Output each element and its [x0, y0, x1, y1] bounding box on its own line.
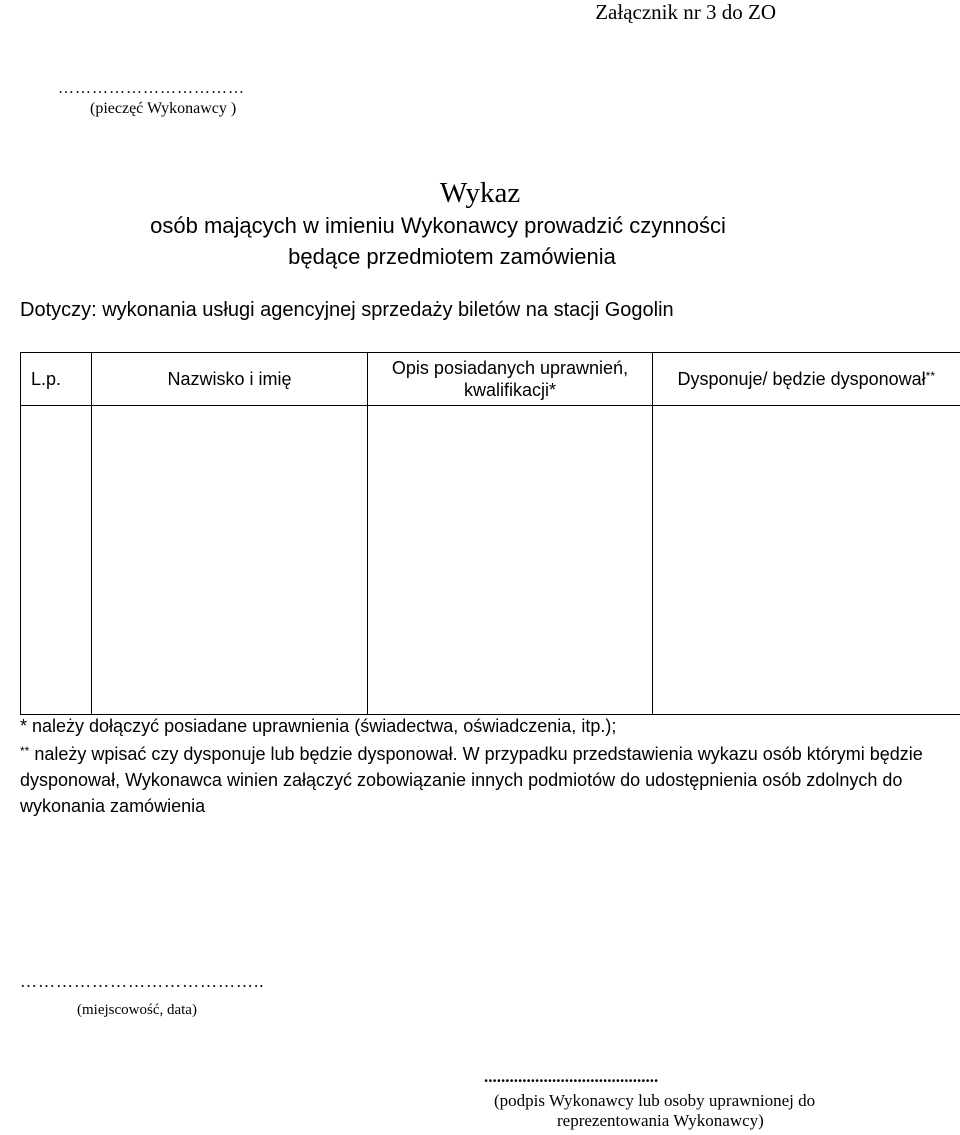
- signature-label-line2: reprezentowania Wykonawcy): [557, 1111, 764, 1130]
- annex-label: Załącznik nr 3 do ZO: [595, 0, 776, 24]
- header-disposal-text: Dysponuje/ będzie dysponował: [677, 369, 926, 389]
- table-header-row: [21, 353, 960, 406]
- place-date-dotted-line: …………………………………..: [20, 972, 265, 991]
- document-title: Wykaz: [439, 177, 521, 209]
- footnote-1: * należy dołączyć posiadane uprawnienia (świadectwa, oświadczenia, itp.);: [20, 716, 617, 736]
- header-disposal-mark: **: [925, 369, 935, 383]
- document-subtitle-line2: będące przedmiotem zamówienia: [288, 244, 616, 269]
- persons-table: [20, 352, 960, 715]
- cell-qualifications[interactable]: [368, 406, 653, 715]
- cell-disposal[interactable]: [653, 406, 960, 715]
- header-lp: L.p.: [21, 353, 92, 406]
- signature-dotted-line: .........................................: [484, 1067, 659, 1086]
- header-qualifications: Opis posiadanych uprawnień, kwalifikacji*: [368, 353, 653, 406]
- header-disposal: [653, 353, 960, 406]
- place-date-label: (miejscowość, data): [77, 1002, 197, 1018]
- document-subtitle-line1: osób mających w imieniu Wykonawcy prowadzić czynności: [150, 213, 726, 238]
- table-row: [21, 406, 960, 715]
- header-name: Nazwisko i imię: [92, 353, 368, 406]
- stamp-dotted-line: ……………………………: [58, 80, 245, 97]
- cell-name[interactable]: [92, 406, 368, 715]
- footnote-2-mark: **: [20, 744, 30, 758]
- stamp-label: (pieczęć Wykonawcy ): [90, 100, 237, 117]
- footnote-2: [20, 741, 940, 819]
- footnote-2-text: należy wpisać czy dysponuje lub będzie dysponował. W przypadku przedstawienia wykazu osób którymi będzie dysponował, Wykonawca winien załączyć zobowiązanie innych podmiotów do udostępnienia osób zdolnych do wykonania zamówienia: [20, 744, 923, 816]
- cell-lp[interactable]: [21, 406, 92, 715]
- signature-label-line1: (podpis Wykonawcy lub osoby uprawnionej do: [494, 1091, 816, 1110]
- concerns-line: Dotyczy: wykonania usługi agencyjnej sprzedaży biletów na stacji Gogolin: [20, 299, 674, 321]
